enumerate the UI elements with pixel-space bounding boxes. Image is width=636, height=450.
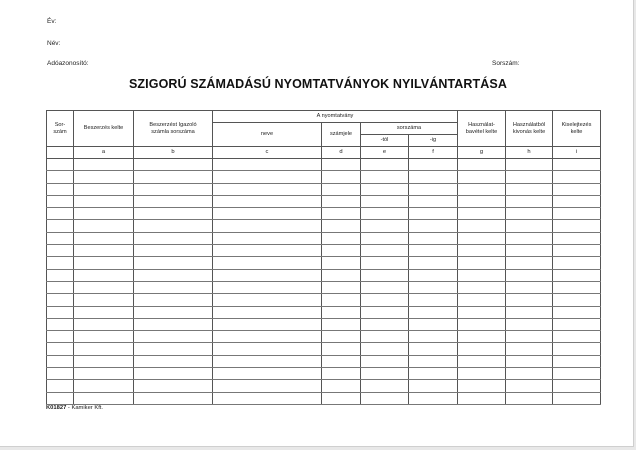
entry-cell[interactable] [134, 195, 213, 207]
entry-cell[interactable] [361, 208, 409, 220]
entry-cell[interactable] [409, 232, 458, 244]
column-letter-row [47, 147, 601, 159]
year-label: Év: [47, 18, 57, 25]
header-szamla-text: Beszerzést Igazoló számla sorszáma [149, 122, 197, 135]
header-kiselejtezes [553, 111, 601, 147]
entry-cell[interactable] [74, 392, 134, 404]
form-title: SZIGORÚ SZÁMADÁSÚ NYOMTATVÁNYOK NYILVÁNTARTÁSA [129, 77, 507, 91]
entry-cell[interactable] [47, 208, 74, 220]
entry-cell[interactable] [322, 220, 361, 232]
entry-cell[interactable] [361, 269, 409, 281]
entry-cell[interactable] [553, 355, 601, 367]
entry-cell[interactable] [458, 355, 506, 367]
entry-row [47, 245, 601, 257]
entry-row [47, 171, 601, 183]
entry-cell[interactable] [506, 294, 553, 306]
entry-cell[interactable] [74, 159, 134, 171]
entry-cell[interactable] [47, 171, 74, 183]
entry-cell[interactable] [458, 392, 506, 404]
entry-cell[interactable] [322, 392, 361, 404]
entry-cell[interactable] [409, 257, 458, 269]
entry-row [47, 195, 601, 207]
entry-cell[interactable] [134, 232, 213, 244]
entry-cell[interactable] [553, 281, 601, 293]
entry-cell[interactable] [47, 368, 74, 380]
entry-cell[interactable] [506, 380, 553, 392]
entry-cell[interactable] [553, 220, 601, 232]
entry-cell[interactable] [506, 355, 553, 367]
entry-cell[interactable] [74, 355, 134, 367]
header-tol [361, 135, 409, 147]
entry-cell[interactable] [134, 392, 213, 404]
entry-cell[interactable] [458, 208, 506, 220]
entry-cell[interactable] [74, 368, 134, 380]
letter-cell: i [553, 147, 601, 159]
name-label: Név: [47, 40, 61, 47]
entry-cell[interactable] [506, 232, 553, 244]
entry-row [47, 318, 601, 330]
entry-cell[interactable] [47, 355, 74, 367]
entry-cell[interactable] [553, 343, 601, 355]
entry-cell[interactable] [506, 257, 553, 269]
entry-row [47, 220, 601, 232]
entry-cell[interactable] [409, 220, 458, 232]
entry-cell[interactable] [361, 220, 409, 232]
entry-cell[interactable] [74, 281, 134, 293]
header-beszerzes-kelte [74, 111, 134, 147]
entry-cell[interactable] [47, 195, 74, 207]
entry-cell[interactable] [74, 343, 134, 355]
entry-cell[interactable] [47, 183, 74, 195]
entry-cell[interactable] [506, 183, 553, 195]
letter-cell: e [361, 147, 409, 159]
entry-cell[interactable] [458, 183, 506, 195]
entry-cell[interactable] [506, 343, 553, 355]
entry-cell[interactable] [553, 245, 601, 257]
entry-cell[interactable] [213, 368, 322, 380]
entry-cell[interactable] [74, 331, 134, 343]
entry-cell[interactable] [134, 257, 213, 269]
entry-cell[interactable] [74, 195, 134, 207]
entry-row [47, 159, 601, 171]
entry-cell[interactable] [134, 245, 213, 257]
entry-cell[interactable] [213, 257, 322, 269]
entry-cell[interactable] [47, 392, 74, 404]
entry-cell[interactable] [409, 159, 458, 171]
entry-row [47, 392, 601, 404]
entry-cell[interactable] [322, 368, 361, 380]
entry-row [47, 331, 601, 343]
entry-cell[interactable] [361, 392, 409, 404]
entry-cell[interactable] [361, 306, 409, 318]
entry-cell[interactable] [47, 269, 74, 281]
entry-cell[interactable] [409, 208, 458, 220]
entry-cell[interactable] [458, 306, 506, 318]
entry-cell[interactable] [213, 208, 322, 220]
entry-cell[interactable] [213, 355, 322, 367]
entry-cell[interactable] [213, 159, 322, 171]
header-sorszam [47, 111, 74, 147]
header-ig-text: -ig [429, 137, 437, 144]
entry-cell[interactable] [322, 343, 361, 355]
entry-cell[interactable] [506, 392, 553, 404]
entry-cell[interactable] [134, 220, 213, 232]
letter-cell: a [74, 147, 134, 159]
entry-cell[interactable] [213, 281, 322, 293]
entry-cell[interactable] [506, 269, 553, 281]
entry-row [47, 368, 601, 380]
entry-cell[interactable] [322, 232, 361, 244]
entry-cell[interactable] [134, 183, 213, 195]
entry-cell[interactable] [134, 306, 213, 318]
entry-cell[interactable] [458, 159, 506, 171]
entry-cell[interactable] [409, 392, 458, 404]
entry-cell[interactable] [553, 232, 601, 244]
entry-cell[interactable] [74, 380, 134, 392]
header-sorszama-text: sorszáma [396, 125, 422, 132]
entry-cell[interactable] [134, 281, 213, 293]
letter-cell: g [458, 147, 506, 159]
header-szamjele [322, 123, 361, 147]
entry-cell[interactable] [322, 183, 361, 195]
entry-cell[interactable] [506, 318, 553, 330]
entry-cell[interactable] [213, 245, 322, 257]
entry-rows [47, 159, 601, 405]
entry-cell[interactable] [134, 269, 213, 281]
entry-cell[interactable] [506, 245, 553, 257]
entry-cell[interactable] [458, 245, 506, 257]
entry-cell[interactable] [409, 269, 458, 281]
entry-cell[interactable] [458, 380, 506, 392]
entry-cell[interactable] [506, 208, 553, 220]
tax-id-label: Adóazonosító: [47, 60, 89, 67]
entry-cell[interactable] [361, 171, 409, 183]
header-sorszam-text: Sor- szám [53, 122, 67, 135]
entry-cell[interactable] [322, 380, 361, 392]
entry-cell[interactable] [322, 355, 361, 367]
entry-cell[interactable] [74, 318, 134, 330]
entry-cell[interactable] [409, 281, 458, 293]
entry-row [47, 343, 601, 355]
entry-cell[interactable] [458, 171, 506, 183]
entry-cell[interactable] [409, 183, 458, 195]
entry-cell[interactable] [458, 269, 506, 281]
header-sorszama-group [361, 123, 458, 135]
entry-cell[interactable] [409, 331, 458, 343]
entry-cell[interactable] [361, 380, 409, 392]
letter-cell: c [213, 147, 322, 159]
entry-row [47, 380, 601, 392]
entry-cell[interactable] [47, 331, 74, 343]
entry-cell[interactable] [213, 318, 322, 330]
entry-row [47, 257, 601, 269]
entry-cell[interactable] [553, 368, 601, 380]
entry-cell[interactable] [134, 343, 213, 355]
entry-cell[interactable] [47, 232, 74, 244]
entry-cell[interactable] [47, 245, 74, 257]
entry-cell[interactable] [409, 318, 458, 330]
letter-cell: b [134, 147, 213, 159]
header-ig [409, 135, 458, 147]
entry-cell[interactable] [47, 318, 74, 330]
header-szamla [134, 111, 213, 147]
entry-cell[interactable] [74, 171, 134, 183]
entry-cell[interactable] [74, 220, 134, 232]
entry-cell[interactable] [361, 355, 409, 367]
entry-cell[interactable] [458, 281, 506, 293]
entry-cell[interactable] [213, 269, 322, 281]
entry-cell[interactable] [361, 257, 409, 269]
entry-cell[interactable] [322, 245, 361, 257]
entry-cell[interactable] [553, 171, 601, 183]
entry-cell[interactable] [134, 318, 213, 330]
entry-cell[interactable] [74, 257, 134, 269]
entry-row [47, 183, 601, 195]
entry-cell[interactable] [458, 343, 506, 355]
entry-cell[interactable] [409, 171, 458, 183]
entry-cell[interactable] [361, 368, 409, 380]
entry-cell[interactable] [553, 257, 601, 269]
entry-cell[interactable] [458, 232, 506, 244]
header-kiselejtezes-text: Kiselejtezés kelte [561, 122, 592, 135]
entry-cell[interactable] [361, 183, 409, 195]
entry-cell[interactable] [506, 281, 553, 293]
entry-row [47, 208, 601, 220]
header-kivonas-text: Használatból kivonás kelte [512, 122, 546, 135]
entry-cell[interactable] [74, 294, 134, 306]
entry-cell[interactable] [47, 294, 74, 306]
entry-cell[interactable] [458, 294, 506, 306]
entry-cell[interactable] [213, 294, 322, 306]
entry-cell[interactable] [409, 306, 458, 318]
entry-cell[interactable] [553, 183, 601, 195]
publisher-name: - Kamiker Kft. [66, 405, 104, 411]
serial-label: Sorszám: [492, 60, 520, 67]
form-code: K01827 [46, 405, 67, 411]
entry-cell[interactable] [322, 171, 361, 183]
entry-cell[interactable] [409, 294, 458, 306]
entry-cell[interactable] [47, 343, 74, 355]
entry-cell[interactable] [458, 257, 506, 269]
entry-cell[interactable] [553, 380, 601, 392]
entry-cell[interactable] [322, 331, 361, 343]
entry-cell[interactable] [322, 269, 361, 281]
entry-cell[interactable] [134, 208, 213, 220]
letter-cell-blank [47, 147, 74, 159]
letter-cell: d [322, 147, 361, 159]
entry-cell[interactable] [134, 355, 213, 367]
entry-row [47, 232, 601, 244]
entry-row [47, 306, 601, 318]
header-hasznalatba [458, 111, 506, 147]
header-nyomtatvany-text: A nyomtatvány [316, 113, 354, 120]
entry-cell[interactable] [506, 331, 553, 343]
entry-cell[interactable] [458, 331, 506, 343]
entry-row [47, 355, 601, 367]
entry-cell[interactable] [213, 392, 322, 404]
entry-cell[interactable] [213, 306, 322, 318]
entry-cell[interactable] [409, 245, 458, 257]
entry-cell[interactable] [74, 183, 134, 195]
entry-cell[interactable] [553, 331, 601, 343]
entry-cell[interactable] [47, 257, 74, 269]
entry-cell[interactable] [409, 355, 458, 367]
entry-cell[interactable] [553, 318, 601, 330]
header-kivonas [506, 111, 553, 147]
entry-cell[interactable] [553, 208, 601, 220]
entry-cell[interactable] [506, 306, 553, 318]
entry-cell[interactable] [553, 195, 601, 207]
entry-cell[interactable] [553, 159, 601, 171]
entry-cell[interactable] [361, 318, 409, 330]
entry-cell[interactable] [134, 380, 213, 392]
entry-cell[interactable] [506, 171, 553, 183]
entry-cell[interactable] [553, 269, 601, 281]
entry-cell[interactable] [134, 171, 213, 183]
entry-cell[interactable] [409, 380, 458, 392]
entry-cell[interactable] [322, 318, 361, 330]
entry-cell[interactable] [47, 220, 74, 232]
entry-cell[interactable] [409, 368, 458, 380]
entry-cell[interactable] [506, 368, 553, 380]
entry-cell[interactable] [553, 294, 601, 306]
entry-cell[interactable] [361, 245, 409, 257]
entry-cell[interactable] [458, 318, 506, 330]
entry-cell[interactable] [47, 380, 74, 392]
header-nyomtatvany-group [213, 111, 458, 123]
entry-cell[interactable] [361, 195, 409, 207]
entry-cell[interactable] [74, 232, 134, 244]
entry-cell[interactable] [458, 220, 506, 232]
entry-cell[interactable] [361, 294, 409, 306]
entry-cell[interactable] [134, 368, 213, 380]
entry-cell[interactable] [361, 331, 409, 343]
entry-cell[interactable] [409, 195, 458, 207]
entry-cell[interactable] [74, 306, 134, 318]
entry-cell[interactable] [322, 195, 361, 207]
entry-cell[interactable] [134, 294, 213, 306]
entry-cell[interactable] [458, 368, 506, 380]
entry-cell[interactable] [213, 195, 322, 207]
entry-cell[interactable] [213, 380, 322, 392]
entry-cell[interactable] [506, 220, 553, 232]
entry-cell[interactable] [409, 343, 458, 355]
entry-cell[interactable] [134, 331, 213, 343]
entry-cell[interactable] [213, 331, 322, 343]
entry-cell[interactable] [458, 195, 506, 207]
letter-cell: f [409, 147, 458, 159]
header-neve-text: neve [260, 131, 274, 138]
header-szamjele-text: számjele [329, 131, 353, 138]
entry-row [47, 294, 601, 306]
entry-cell[interactable] [322, 306, 361, 318]
entry-cell[interactable] [213, 183, 322, 195]
entry-cell[interactable] [74, 269, 134, 281]
entry-cell[interactable] [134, 159, 213, 171]
register-table [46, 110, 601, 405]
entry-cell[interactable] [47, 281, 74, 293]
entry-cell[interactable] [553, 392, 601, 404]
entry-row [47, 281, 601, 293]
entry-cell[interactable] [74, 245, 134, 257]
entry-cell[interactable] [213, 232, 322, 244]
entry-row [47, 269, 601, 281]
letter-cell: h [506, 147, 553, 159]
entry-cell[interactable] [361, 281, 409, 293]
entry-cell[interactable] [361, 159, 409, 171]
header-tol-text: -tól [380, 137, 389, 144]
header-neve [213, 123, 322, 147]
entry-cell[interactable] [47, 159, 74, 171]
entry-cell[interactable] [322, 281, 361, 293]
form-footer [46, 405, 103, 411]
entry-cell[interactable] [506, 159, 553, 171]
entry-cell[interactable] [361, 232, 409, 244]
entry-cell[interactable] [553, 306, 601, 318]
entry-cell[interactable] [213, 171, 322, 183]
entry-cell[interactable] [47, 306, 74, 318]
entry-cell[interactable] [213, 220, 322, 232]
entry-cell[interactable] [322, 208, 361, 220]
header-hasznalatba-text: Használat- bavétel kelte [465, 122, 498, 135]
entry-cell[interactable] [322, 159, 361, 171]
entry-cell[interactable] [322, 257, 361, 269]
entry-cell[interactable] [213, 343, 322, 355]
entry-cell[interactable] [506, 195, 553, 207]
header-beszerzes-kelte-text: Beszerzés kelte [83, 125, 124, 132]
entry-cell[interactable] [74, 208, 134, 220]
entry-cell[interactable] [322, 294, 361, 306]
entry-cell[interactable] [361, 343, 409, 355]
